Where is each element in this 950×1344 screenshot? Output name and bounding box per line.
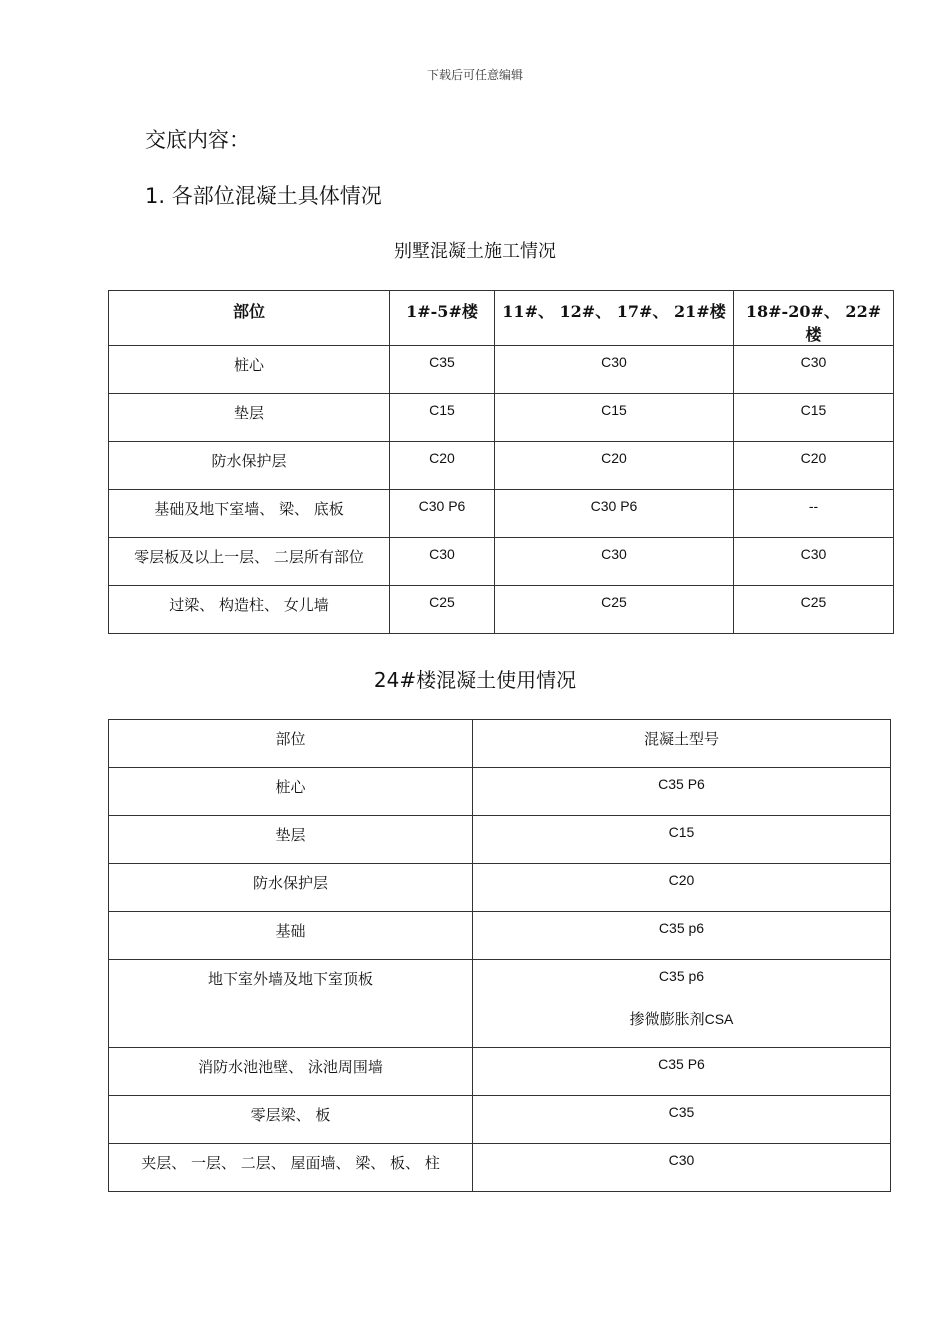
grade-cell: C35 <box>390 346 495 394</box>
part-cell: 垫层 <box>109 816 473 864</box>
part-cell: 夹层、 一层、 二层、 屋面墙、 梁、 板、 柱 <box>109 1144 473 1192</box>
grade-cell: C15 <box>734 394 894 442</box>
intro-heading: 交底内容： <box>145 128 250 152</box>
additive-note <box>477 1008 886 1029</box>
header-cell: 部位 <box>109 291 390 346</box>
additive-code: CSA <box>704 1011 734 1027</box>
grade-cell: C30 P6 <box>390 490 495 538</box>
table-row <box>109 864 891 912</box>
table-row <box>109 1096 891 1144</box>
grade-cell: C30 <box>734 538 894 586</box>
grade-cell: C15 <box>495 394 734 442</box>
part-cell: 防水保护层 <box>109 864 473 912</box>
part-cell: 过梁、 构造柱、 女儿墙 <box>109 586 390 634</box>
header-cell: 18#-20#、 22#楼 <box>734 291 894 346</box>
villa-concrete-table <box>108 290 894 634</box>
grade-cell: C20 <box>473 864 891 912</box>
grade-cell: C25 <box>734 586 894 634</box>
part-cell: 桩心 <box>109 768 473 816</box>
grade-cell <box>473 960 891 1048</box>
grade-cell: C30 <box>495 538 734 586</box>
grade-cell: C20 <box>390 442 495 490</box>
header-cell: 11#、 12#、 17#、 21#楼 <box>495 291 734 346</box>
part-cell: 垫层 <box>109 394 390 442</box>
grade-cell: C35 P6 <box>473 1048 891 1096</box>
section-heading: 1. 各部位混凝土具体情况 <box>145 184 382 208</box>
header-cell: 部位 <box>109 720 473 768</box>
grade-cell: C25 <box>390 586 495 634</box>
part-cell: 防水保护层 <box>109 442 390 490</box>
part-cell: 地下室外墙及地下室顶板 <box>109 960 473 1048</box>
table-row <box>109 1048 891 1096</box>
table-row <box>109 912 891 960</box>
grade-cell: C35 P6 <box>473 768 891 816</box>
grade-value: C35 p6 <box>658 968 705 984</box>
grade-cell: C30 <box>495 346 734 394</box>
part-cell: 消防水池池壁、 泳池周围墙 <box>109 1048 473 1096</box>
table-row <box>109 586 894 634</box>
table-header-row <box>109 291 894 346</box>
building24-table-title: 24#楼混凝土使用情况 <box>373 668 577 692</box>
table-header-row <box>109 720 891 768</box>
grade-cell: C30 P6 <box>495 490 734 538</box>
table-row <box>109 960 891 1048</box>
part-cell: 零层板及以上一层、 二层所有部位 <box>109 538 390 586</box>
table-row <box>109 816 891 864</box>
additive-name: 掺微膨胀剂 <box>629 1010 705 1028</box>
building24-concrete-table <box>108 719 891 1192</box>
grade-cell: -- <box>734 490 894 538</box>
grade-cell: C15 <box>390 394 495 442</box>
villa-table-title: 别墅混凝土施工情况 <box>394 241 556 262</box>
page-header: 下载后可任意编辑 <box>426 68 523 82</box>
grade-cell: C20 <box>495 442 734 490</box>
table-row <box>109 1144 891 1192</box>
table-row <box>109 538 894 586</box>
header-cell: 1#-5#楼 <box>390 291 495 346</box>
part-cell: 基础及地下室墙、 梁、 底板 <box>109 490 390 538</box>
part-cell: 零层梁、 板 <box>109 1096 473 1144</box>
table-row <box>109 768 891 816</box>
part-cell: 桩心 <box>109 346 390 394</box>
part-cell: 基础 <box>109 912 473 960</box>
table-row <box>109 346 894 394</box>
table-row <box>109 394 894 442</box>
grade-cell: C35 <box>473 1096 891 1144</box>
grade-cell: C20 <box>734 442 894 490</box>
grade-cell: C35 p6 <box>473 912 891 960</box>
grade-cell: C15 <box>473 816 891 864</box>
grade-cell: C30 <box>473 1144 891 1192</box>
header-cell: 混凝土型号 <box>473 720 891 768</box>
grade-cell: C30 <box>734 346 894 394</box>
grade-cell: C25 <box>495 586 734 634</box>
table-row <box>109 490 894 538</box>
grade-cell: C30 <box>390 538 495 586</box>
table-row <box>109 442 894 490</box>
